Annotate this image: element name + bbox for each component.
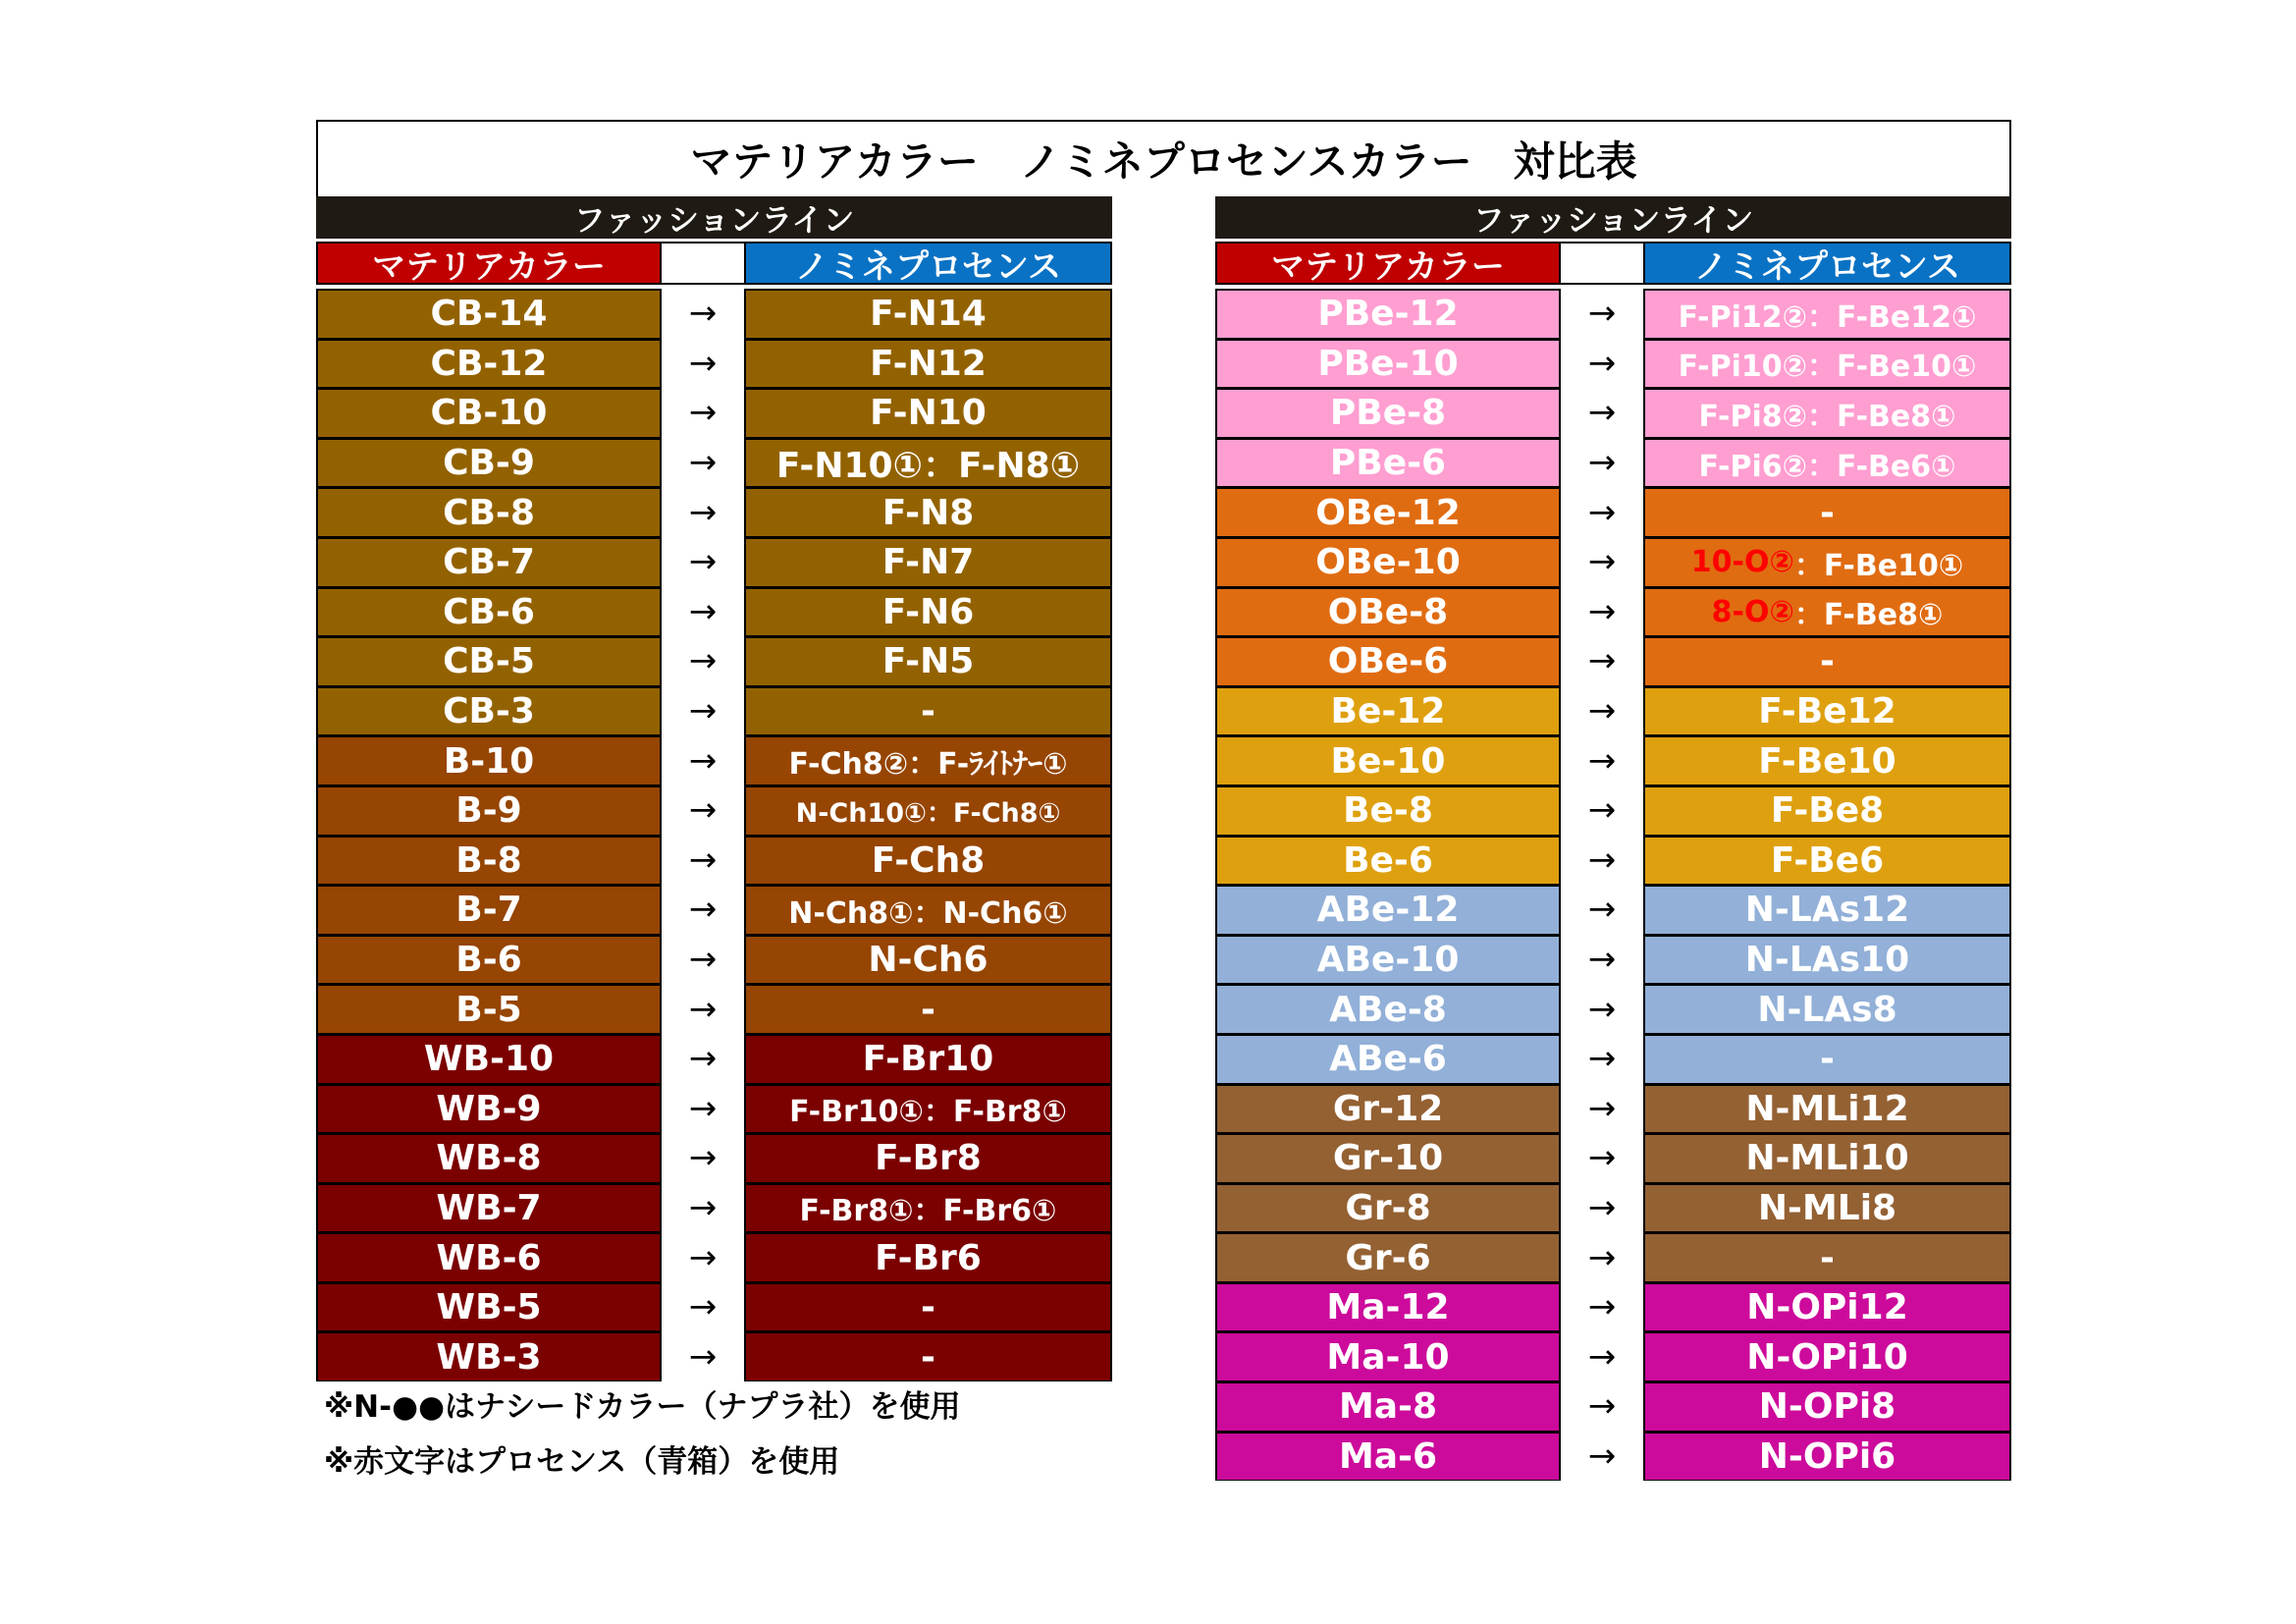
arrow-icon: →: [1587, 591, 1617, 631]
material-color-cell: Ma-12: [1215, 1282, 1561, 1332]
arrow-icon: →: [688, 940, 718, 980]
nomi-color-cell: F-Be10: [1643, 735, 2011, 785]
arrow-icon: →: [1587, 1187, 1617, 1227]
table-row: [1215, 388, 2011, 438]
arrow-icon: →: [1587, 294, 1617, 334]
material-color-cell: CB-5: [316, 636, 662, 686]
material-color-cell: Be-8: [1215, 785, 1561, 836]
table-row: [316, 636, 1112, 686]
material-color-cell: Be-10: [1215, 735, 1561, 785]
table-row: [316, 487, 1112, 537]
table-row: [316, 1183, 1112, 1233]
nomi-color-cell: F-N10: [744, 388, 1112, 438]
table-row: [316, 587, 1112, 637]
table-row: [1215, 1381, 2011, 1432]
material-color-cell: WB-10: [316, 1034, 662, 1084]
arrow-icon: →: [1587, 940, 1617, 980]
arrow-icon: →: [1587, 393, 1617, 433]
nomi-color-cell: N-OPi6: [1643, 1432, 2011, 1482]
nomi-color-cell: F-N5: [744, 636, 1112, 686]
table-row: [316, 935, 1112, 985]
table-row: [316, 1034, 1112, 1084]
footnote-nacide: ※N-●●はナシードカラー（ナプラ社）を使用: [324, 1389, 961, 1425]
table-row: [316, 984, 1112, 1034]
arrow-icon: →: [688, 740, 718, 781]
nomi-color-cell: F-Ch8②：F-ﾗｲﾄﾅｰ①: [744, 735, 1112, 785]
nomi-color-cell: N-MLi10: [1643, 1133, 2011, 1183]
nomi-color-cell: F-Br8①：F-Br6①: [744, 1183, 1112, 1233]
nomi-color-cell: F-Be6: [1643, 836, 2011, 886]
arrow-column-header: [1561, 242, 1643, 285]
table-row: [1215, 1232, 2011, 1282]
nomi-color-cell: -: [744, 1282, 1112, 1332]
arrow-icon: →: [688, 691, 718, 731]
footnote-red-text: ※赤文字はプロセンス（青箱）を使用: [324, 1444, 840, 1480]
arrow-icon: →: [1587, 890, 1617, 930]
section-header: ファッションライン: [316, 196, 1112, 239]
table-row: [1215, 1282, 2011, 1332]
nomi-color-cell: F-Pi10②：F-Be10①: [1643, 339, 2011, 389]
nomi-code-text: ：F-Be8①: [1793, 598, 1944, 633]
material-color-cell: CB-12: [316, 339, 662, 389]
nomi-column-header: ノミネプロセンス: [1643, 242, 2011, 285]
material-color-cell: Gr-12: [1215, 1084, 1561, 1134]
arrow-icon: →: [1587, 443, 1617, 483]
arrow-icon: →: [688, 1336, 718, 1377]
nomi-color-cell: -: [744, 984, 1112, 1034]
table-row: [316, 686, 1112, 736]
red-text-code: 8-O②: [1711, 594, 1794, 629]
material-color-cell: PBe-10: [1215, 339, 1561, 389]
nomi-color-cell: F-Pi6②：F-Be6①: [1643, 438, 2011, 488]
nomi-color-cell: [1643, 537, 2011, 587]
material-color-cell: CB-6: [316, 587, 662, 637]
nomi-color-cell: N-MLi8: [1643, 1183, 2011, 1233]
arrow-column-header: [662, 242, 744, 285]
table-row: [316, 438, 1112, 488]
table-row: [316, 1282, 1112, 1332]
material-color-cell: PBe-12: [1215, 289, 1561, 339]
nomi-color-cell: N-OPi8: [1643, 1381, 2011, 1432]
section-header: ファッションライン: [1215, 196, 2011, 239]
nomi-color-cell: N-Ch6: [744, 935, 1112, 985]
material-color-cell: CB-9: [316, 438, 662, 488]
table-row: [1215, 735, 2011, 785]
nomi-color-cell: F-Br6: [744, 1232, 1112, 1282]
arrow-icon: →: [688, 989, 718, 1029]
nomi-color-cell: F-Be8: [1643, 785, 2011, 836]
arrow-icon: →: [1587, 343, 1617, 383]
arrow-icon: →: [1587, 1237, 1617, 1277]
material-color-cell: ABe-10: [1215, 935, 1561, 985]
material-color-cell: CB-8: [316, 487, 662, 537]
nomi-color-cell: F-Br8: [744, 1133, 1112, 1183]
table-row: [1215, 587, 2011, 637]
nomi-color-cell: N-Ch8①：N-Ch6①: [744, 885, 1112, 935]
material-color-cell: PBe-6: [1215, 438, 1561, 488]
arrow-icon: →: [688, 1187, 718, 1227]
arrow-icon: →: [688, 839, 718, 880]
table-row: [316, 289, 1112, 339]
material-color-cell: WB-5: [316, 1282, 662, 1332]
left-rows: [316, 289, 1112, 1381]
material-color-cell: B-6: [316, 935, 662, 985]
table-row: [316, 1232, 1112, 1282]
arrow-icon: →: [688, 294, 718, 334]
arrow-icon: →: [688, 790, 718, 831]
nomi-color-cell: F-Br10: [744, 1034, 1112, 1084]
nomi-color-cell: N-LAs8: [1643, 984, 2011, 1034]
arrow-icon: →: [1587, 641, 1617, 681]
nomi-color-cell: -: [1643, 487, 2011, 537]
material-column-header: マテリアカラー: [316, 242, 662, 285]
table-row: [1215, 487, 2011, 537]
table-row: [1215, 339, 2011, 389]
arrow-icon: →: [1587, 1088, 1617, 1128]
nomi-color-cell: [1643, 587, 2011, 637]
arrow-icon: →: [688, 641, 718, 681]
material-color-cell: B-10: [316, 735, 662, 785]
material-color-cell: Ma-8: [1215, 1381, 1561, 1432]
table-row: [316, 785, 1112, 836]
table-row: [1215, 636, 2011, 686]
material-color-cell: ABe-8: [1215, 984, 1561, 1034]
arrow-icon: →: [688, 492, 718, 532]
material-color-cell: Gr-8: [1215, 1183, 1561, 1233]
arrow-icon: →: [1587, 1435, 1617, 1476]
table-row: [1215, 984, 2011, 1034]
table-row: [1215, 686, 2011, 736]
arrow-icon: →: [1587, 839, 1617, 880]
arrow-icon: →: [688, 542, 718, 582]
arrow-icon: →: [1587, 1138, 1617, 1178]
arrow-icon: →: [688, 1088, 718, 1128]
table-row: [1215, 885, 2011, 935]
material-color-cell: Ma-6: [1215, 1432, 1561, 1482]
table-row: [1215, 1432, 2011, 1482]
nomi-color-cell: N-LAs12: [1643, 885, 2011, 935]
arrow-icon: →: [688, 1237, 718, 1277]
arrow-icon: →: [688, 1039, 718, 1079]
arrow-icon: →: [688, 890, 718, 930]
nomi-color-cell: -: [1643, 636, 2011, 686]
table-row: [1215, 1084, 2011, 1134]
arrow-icon: →: [688, 591, 718, 631]
nomi-color-cell: F-Br10①：F-Br8①: [744, 1084, 1112, 1134]
table-row: [1215, 438, 2011, 488]
nomi-color-cell: F-Be12: [1643, 686, 2011, 736]
material-color-cell: WB-6: [316, 1232, 662, 1282]
arrow-icon: →: [1587, 542, 1617, 582]
material-color-cell: Ma-10: [1215, 1331, 1561, 1381]
table-row: [1215, 537, 2011, 587]
material-color-cell: B-8: [316, 836, 662, 886]
table-row: [316, 388, 1112, 438]
table-row: [1215, 785, 2011, 836]
arrow-icon: →: [1587, 1287, 1617, 1327]
arrow-icon: →: [688, 443, 718, 483]
nomi-color-cell: F-N7: [744, 537, 1112, 587]
arrow-icon: →: [688, 393, 718, 433]
arrow-icon: →: [1587, 989, 1617, 1029]
material-color-cell: PBe-8: [1215, 388, 1561, 438]
table-row: [316, 1331, 1112, 1381]
nomi-color-cell: F-N12: [744, 339, 1112, 389]
table-row: [1215, 935, 2011, 985]
nomi-color-cell: F-Pi8②：F-Be8①: [1643, 388, 2011, 438]
table-row: [316, 1133, 1112, 1183]
arrow-icon: →: [688, 1287, 718, 1327]
material-color-cell: WB-3: [316, 1331, 662, 1381]
nomi-code-text: ：F-Be10①: [1793, 548, 1964, 583]
material-color-cell: ABe-6: [1215, 1034, 1561, 1084]
nomi-color-cell: N-MLi12: [1643, 1084, 2011, 1134]
material-color-cell: WB-7: [316, 1183, 662, 1233]
material-color-cell: ABe-12: [1215, 885, 1561, 935]
nomi-color-cell: F-N10①：F-N8①: [744, 438, 1112, 488]
table-row: [1215, 289, 2011, 339]
nomi-color-cell: N-LAs10: [1643, 935, 2011, 985]
arrow-icon: →: [1587, 492, 1617, 532]
material-color-cell: Gr-6: [1215, 1232, 1561, 1282]
arrow-icon: →: [688, 343, 718, 383]
table-row: [316, 339, 1112, 389]
arrow-icon: →: [1587, 1386, 1617, 1427]
arrow-icon: →: [688, 1138, 718, 1178]
material-color-cell: OBe-12: [1215, 487, 1561, 537]
material-color-cell: CB-3: [316, 686, 662, 736]
right-rows: [1215, 289, 2011, 1481]
table-row: [316, 1084, 1112, 1134]
nomi-color-cell: N-OPi10: [1643, 1331, 2011, 1381]
page-title: マテリアカラー ノミネプロセンスカラー 対比表: [316, 120, 2011, 196]
material-color-cell: CB-7: [316, 537, 662, 587]
material-color-cell: WB-8: [316, 1133, 662, 1183]
nomi-color-cell: F-N6: [744, 587, 1112, 637]
material-color-cell: Gr-10: [1215, 1133, 1561, 1183]
table-row: [1215, 836, 2011, 886]
nomi-color-cell: -: [1643, 1034, 2011, 1084]
table-row: [316, 885, 1112, 935]
table-row: [316, 537, 1112, 587]
table-row: [316, 735, 1112, 785]
nomi-color-cell: F-N14: [744, 289, 1112, 339]
material-color-cell: OBe-8: [1215, 587, 1561, 637]
nomi-column-header: ノミネプロセンス: [744, 242, 1112, 285]
arrow-icon: →: [1587, 691, 1617, 731]
nomi-color-cell: F-Pi12②：F-Be12①: [1643, 289, 2011, 339]
material-color-cell: OBe-10: [1215, 537, 1561, 587]
table-row: [1215, 1183, 2011, 1233]
red-text-code: 10-O②: [1690, 545, 1794, 580]
arrow-icon: →: [1587, 790, 1617, 831]
arrow-icon: →: [1587, 1336, 1617, 1377]
material-color-cell: CB-14: [316, 289, 662, 339]
material-color-cell: CB-10: [316, 388, 662, 438]
material-color-cell: Be-12: [1215, 686, 1561, 736]
material-color-cell: OBe-6: [1215, 636, 1561, 686]
material-color-cell: B-5: [316, 984, 662, 1034]
nomi-color-cell: N-Ch10①：F-Ch8①: [744, 785, 1112, 836]
material-color-cell: WB-9: [316, 1084, 662, 1134]
material-color-cell: B-9: [316, 785, 662, 836]
table-row: [1215, 1133, 2011, 1183]
footnotes: [324, 1380, 961, 1489]
material-column-header: マテリアカラー: [1215, 242, 1561, 285]
nomi-color-cell: -: [1643, 1232, 2011, 1282]
table-row: [1215, 1034, 2011, 1084]
table-row: [1215, 1331, 2011, 1381]
nomi-color-cell: N-OPi12: [1643, 1282, 2011, 1332]
material-color-cell: B-7: [316, 885, 662, 935]
nomi-color-cell: F-Ch8: [744, 836, 1112, 886]
nomi-color-cell: -: [744, 686, 1112, 736]
nomi-color-cell: F-N8: [744, 487, 1112, 537]
arrow-icon: →: [1587, 740, 1617, 781]
nomi-color-cell: -: [744, 1331, 1112, 1381]
arrow-icon: →: [1587, 1039, 1617, 1079]
table-row: [316, 836, 1112, 886]
material-color-cell: Be-6: [1215, 836, 1561, 886]
